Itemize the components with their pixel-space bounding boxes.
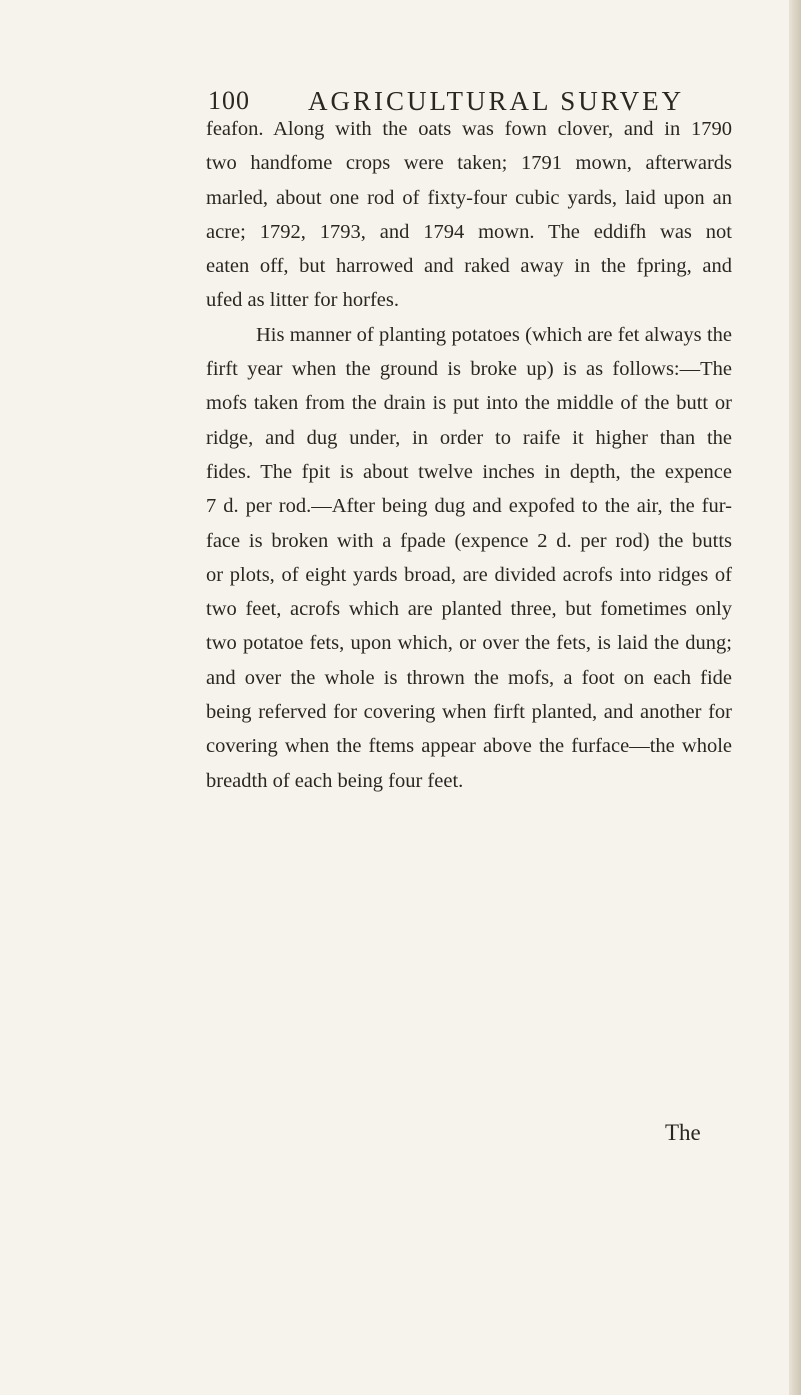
text-line: two handfome crops were taken; 1791 mown, afterwards [206, 152, 732, 175]
text-line: being referved for covering when firft planted, and another for [206, 701, 732, 724]
text-line: firft year when the ground is broke up) is as follows:—The [206, 358, 732, 381]
text-line: marled, about one rod of fixty-four cubic yards, laid upon an [206, 186, 732, 209]
text-line: mofs taken from the drain is put into the middle of the butt or [206, 392, 732, 415]
text-line: fides. The fpit is about twelve inches in depth, the expence [206, 460, 732, 483]
page-edge-shadow [789, 0, 801, 1395]
catchword: The [665, 1120, 701, 1145]
text-line: and over the whole is thrown the mofs, a foot on each fide [206, 666, 732, 689]
text-line: or plots, of eight yards broad, are divided acrofs into ridges of [206, 563, 732, 586]
text-line: ufed as litter for horfes. [206, 289, 399, 312]
running-head: AGRICULTURAL SURVEY [308, 86, 685, 116]
text-line: His manner of planting potatoes (which are fet always the [256, 323, 732, 346]
text-line: two feet, acrofs which are planted three, but fometimes only [206, 598, 732, 621]
body-text [206, 112, 732, 798]
text-line: face is broken with a fpade (expence 2 d. per rod) the butts [206, 529, 732, 552]
text-line: feafon. Along with the oats was fown clover, and in 1790 [206, 118, 732, 140]
text-line: acre; 1792, 1793, and 1794 mown. The eddifh was not [206, 220, 732, 243]
text-line: two potatoe fets, upon which, or over the fets, is laid the dung; [206, 632, 732, 655]
text-line: eaten off, but harrowed and raked away in the fpring, and [206, 255, 732, 278]
text-line: ridge, and dug under, in order to raife it higher than the [206, 426, 732, 449]
text-line: covering when the ftems appear above the furface—the whole [206, 735, 732, 758]
page-number: 100 [208, 86, 250, 115]
text-line: 7 d. per rod.—After being dug and expofed to the air, the fur- [206, 495, 732, 518]
text-line: breadth of each being four feet. [206, 769, 464, 792]
